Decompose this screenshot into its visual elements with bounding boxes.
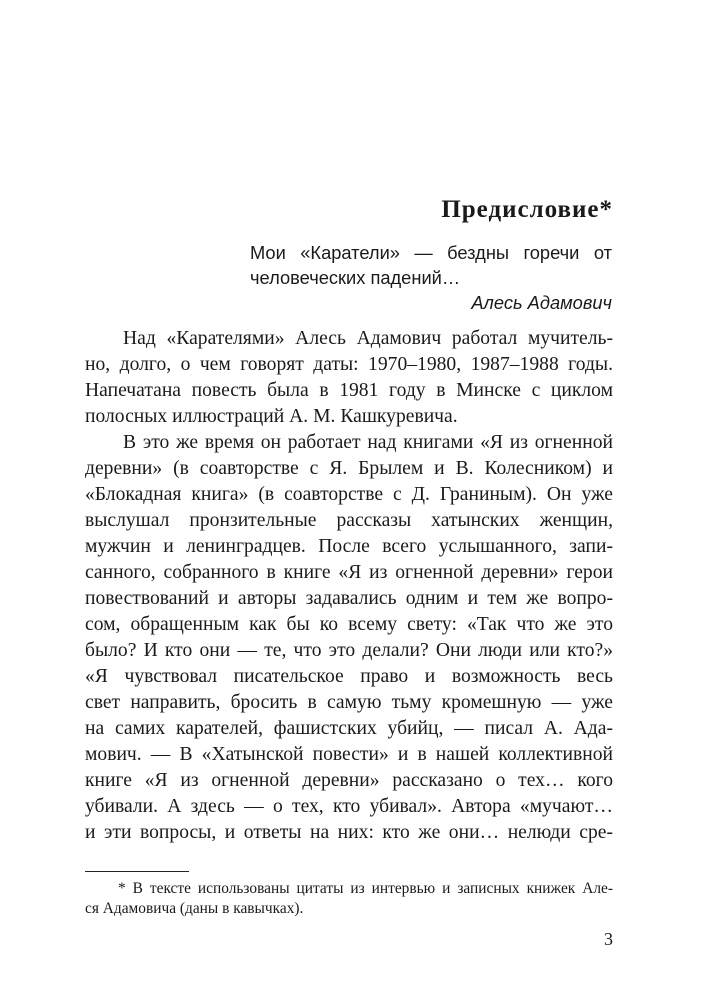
text-line: и эти вопросы, и ответы на них: кто же они… нелюди сре- [85, 822, 613, 843]
text-line: Над «Карателями» Алесь Адамович работал мучитель- [123, 328, 613, 349]
epigraph [250, 240, 612, 313]
text-line: выслушал пронзительные рассказы хатынских женщин, [85, 510, 613, 531]
text-line: сом, обращенным как бы ко всему свету: «Так что же это [85, 614, 613, 635]
text-line: санного, собранного в книге «Я из огненной деревни» герои [85, 562, 613, 583]
text-line: «Блокадная книга» (в соавторстве с Д. Граниным). Он уже [85, 484, 613, 505]
epigraph-line: Мои «Каратели» — бездны горечи от [250, 242, 612, 263]
epigraph-author: Алесь Адамович [471, 292, 612, 313]
text-line: повествований и авторы задавались одним и тем же вопро- [85, 588, 613, 609]
footnote-divider [85, 871, 189, 872]
text-line: Напечатана повесть была в 1981 году в Минске с циклом [85, 380, 613, 401]
text-line: убивали. А здесь — о тех, кто убивал». Автора «мучают… [85, 796, 613, 817]
text-line: книге «Я из огненной деревни» рассказано о тех… кого [85, 770, 613, 791]
text-line: мужчин и ленинградцев. После всего услышанного, запи- [85, 536, 613, 557]
text-line: но, долго, о чем говорят даты: 1970–1980, 1987–1988 годы. [85, 354, 613, 375]
text-line: В это же время он работает над книгами «Я из огненной [123, 432, 613, 453]
text-line: «Я чувствовал писательское право и возможность весь [85, 666, 613, 687]
text-line: было? И кто они — те, что это делали? Они люди или кто?» [85, 640, 613, 661]
body-text [85, 326, 613, 846]
page-number: 3 [604, 929, 613, 949]
text-line: свет направить, бросить в самую тьму кромешную — уже [85, 692, 613, 713]
page-title: Предисловие* [441, 196, 613, 223]
epigraph-line: человеческих падений… [250, 267, 461, 288]
footnote-line: * В тексте использованы цитаты из интервью и записных книжек Але- [118, 880, 613, 897]
footnote-line: ся Адамовича (даны в кавычках). [85, 900, 304, 917]
text-line: на самих карателей, фашистских убийц, — писал А. Ада- [85, 718, 613, 739]
text-line: деревни» (в соавторстве с Я. Брылем и В. Колесником) и [85, 458, 613, 479]
text-line: мович. — В «Хатынской повести» и в нашей коллективной [85, 744, 613, 765]
text-line: полосных иллюстраций А. М. Кашкуревича. [85, 406, 458, 427]
footnote [85, 879, 613, 919]
